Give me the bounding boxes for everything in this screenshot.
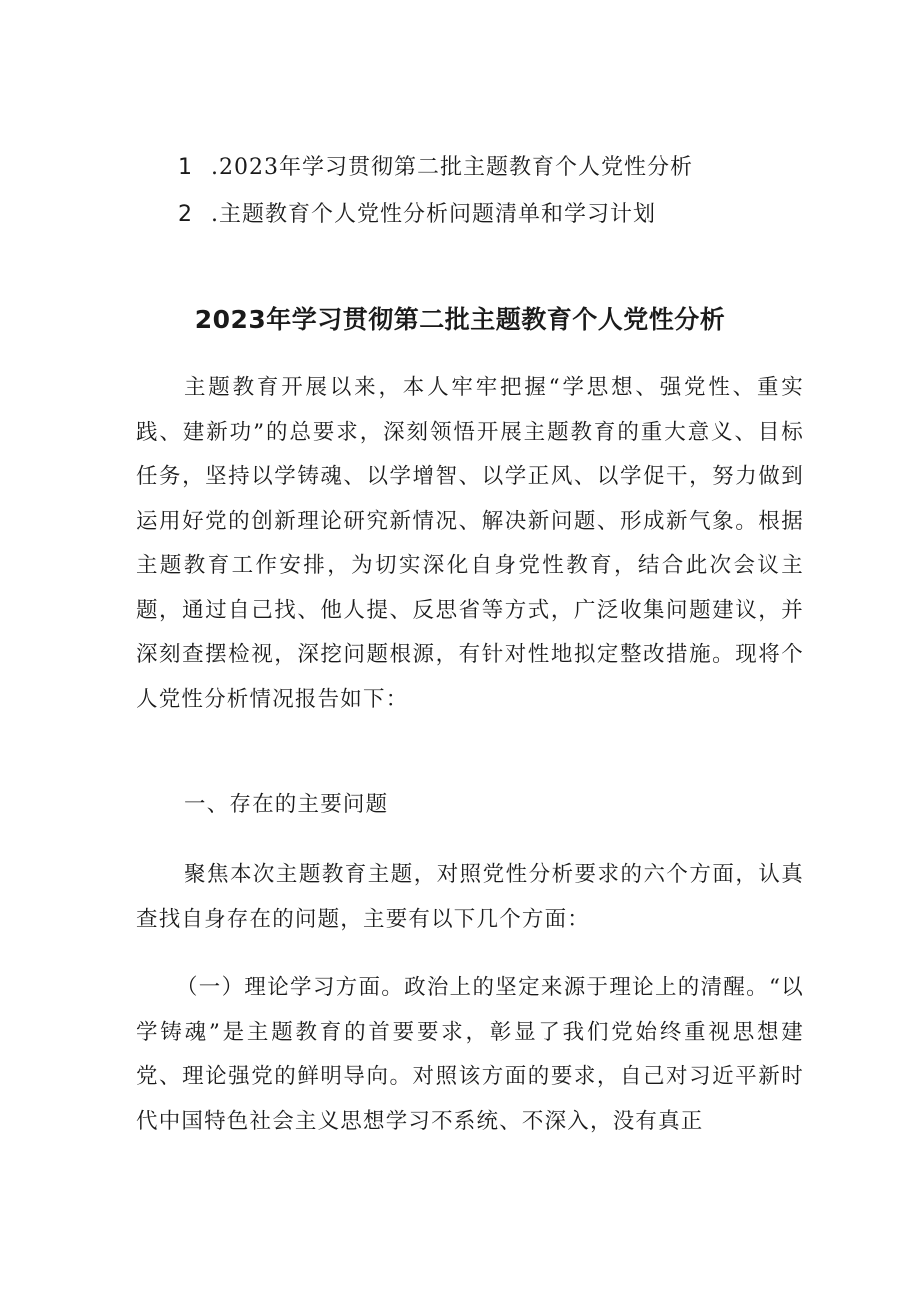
document-title: 2023年学习贯彻第二批主题教育个人党性分析 [194,305,726,334]
toc-item-1 [178,150,693,181]
toc-item-text: .主题教育个人党性分析问题清单和学习计划 [211,202,656,227]
toc-item-2 [178,197,656,228]
toc-item-number: 2 [178,202,193,227]
toc-item-text: .2023年学习贯彻第二批主题教育个人党性分析 [211,155,693,180]
section-heading: 一、存在的主要问题 [184,792,389,817]
toc-item-number: 1 [178,155,193,180]
intro-paragraph: 主题教育开展以来，本人牢牢把握“学思想、强党性、重实践、建新功”的总要求，深刻领悟开展主题教育的重大意义、目标任务，坚持以学铸魂、以学增智、以学正风、以学促干，努力做到运用好党的创新理论研究新情况、解决新问题、形成新气象。根据主题教育工作安排，为切实深化自身党性教育，结合此次会议主题，通过自己找、他人提、反思省等方式，广泛收集问题建议，并深刻查摆检视，深挖问题根源，有针对性地拟定整改措施。现将个人党性分析情况报告如下： [136,375,804,712]
section-intro-paragraph: 聚焦本次主题教育主题，对照党性分析要求的六个方面，认真查找自身存在的问题，主要有以下几个方面： [136,862,804,932]
subsection-paragraph: （一）理论学习方面。政治上的坚定来源于理论上的清醒。“以学铸魂”是主题教育的首要要求，彰显了我们党始终重视思想建党、理论强党的鲜明导向。对照该方面的要求，自己对习近平新时代中国特色社会主义思想学习不系统、不深入，没有真正 [136,975,804,1134]
